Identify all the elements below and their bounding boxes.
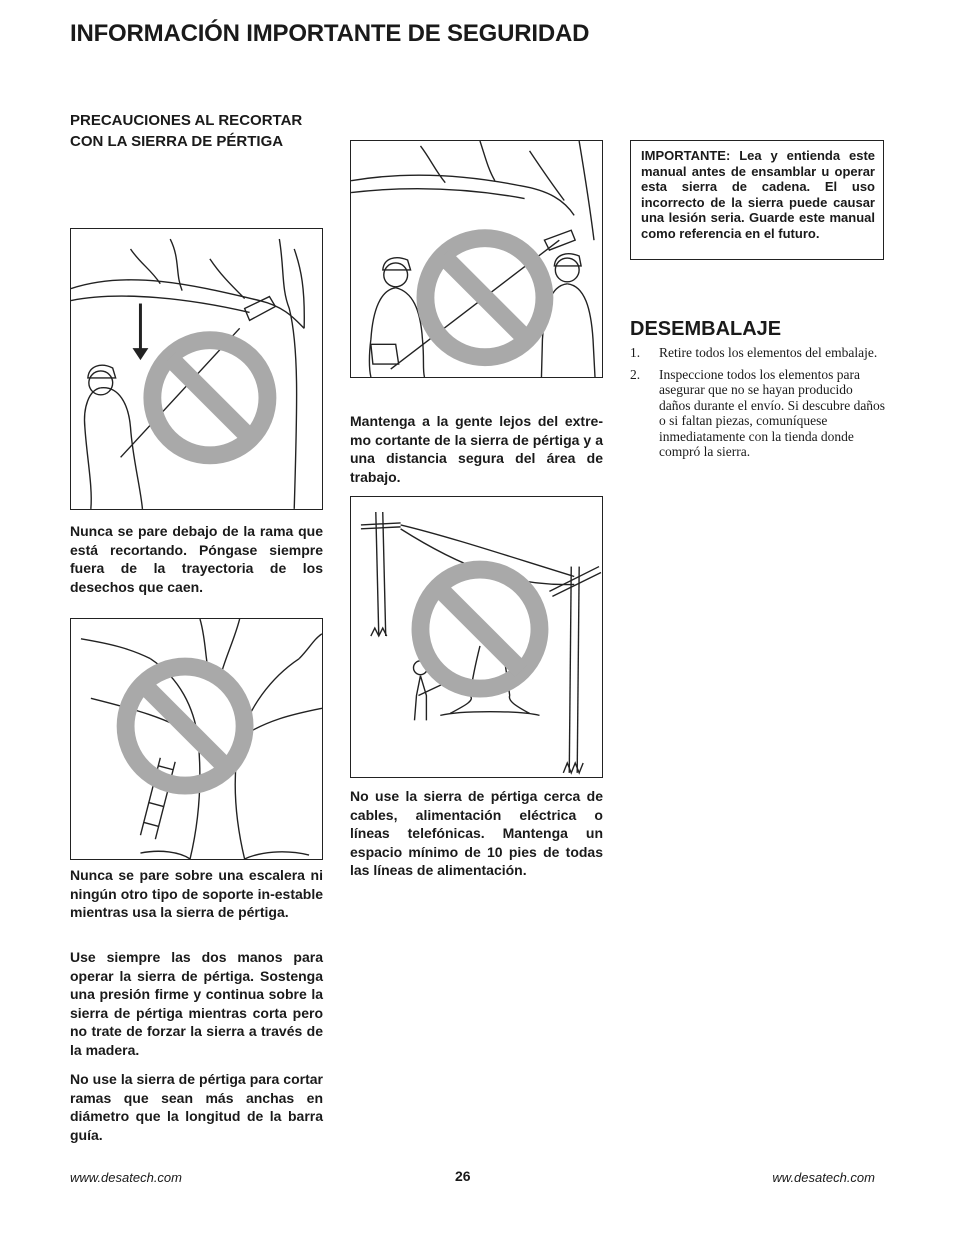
under-branch-drawing [71,229,322,509]
prohibition-icon [152,340,267,455]
people-away-drawing [351,141,602,377]
step-text: Inspeccione todos los elementos para asegurar que no se hayan producido daños durante el envío. Si descubre daños o si faltan piezas, comuníquese inmediatamente con la tienda donde compró la sierra. [659,366,886,459]
unpacking-heading: DESEMBALAJE [630,318,782,340]
page-title: INFORMACIÓN IMPORTANTE DE SEGURIDAD [70,20,590,47]
footer-url-left[interactable]: www.desatech.com [70,1170,182,1185]
unpacking-step [630,367,886,460]
unpacking-steps [630,345,886,466]
precautions-heading: PRECAUCIONES AL RECORTAR CON LA SIERRA DE PÉRTIGA [70,112,303,150]
important-notice: IMPORTANTE: Lea y entienda este manual antes de ensamblar u operar esta sierra de cadena. El uso incorrecto de la sierra puede causar una lesión seria. Guarde este manual como referencia en el futuro. [630,140,884,260]
prohibition-icon [425,238,544,357]
caption-people-away: Mantenga a la gente lejos del extre-mo cortante de la sierra de pértiga y a una distancia segura del área de trabajo. [350,413,603,485]
illustration-power-lines [350,496,603,778]
illustration-under-branch [70,228,323,510]
step-text: Retire todos los elementos del embalaje. [659,345,878,360]
step-number: 2. [630,366,641,382]
page-number: 26 [455,1168,471,1184]
power-lines-drawing [351,497,602,777]
paragraph-two-hands: Use siempre las dos manos para operar la sierra de pértiga. Sostenga una presión firme y continua sobre la sierra de pértiga mientras corta pero no trate de forzar la sierra a través de la madera. [70,949,323,1058]
step-number: 1. [630,345,641,360]
footer-url-right[interactable]: ww.desatech.com [772,1170,875,1185]
caption-power-lines: No use la sierra de pértiga cerca de cables, alimentación eléctrica o líneas telefónicas. Mantenga un espacio mínimo de 10 pies de todas las líneas de alimentación. [350,788,603,878]
paragraph-branch-width: No use la sierra de pértiga para cortar ramas que sean más anchas en diámetro que la longitud de la barra guía. [70,1071,323,1143]
illustration-people-away [350,140,603,378]
illustration-ladder [70,618,323,860]
caption-under-branch: Nunca se pare debajo de la rama que está recortando. Póngase siempre fuera de la trayectoria de los desechos que caen. [70,523,323,595]
caption-ladder: Nunca se pare sobre una escalera ni ningún otro tipo de soporte in-estable mientras usa la sierra de pértiga. [70,867,323,920]
ladder-drawing [71,619,322,859]
unpacking-step [630,345,886,361]
prohibition-icon [420,570,539,689]
prohibition-icon [126,667,245,786]
